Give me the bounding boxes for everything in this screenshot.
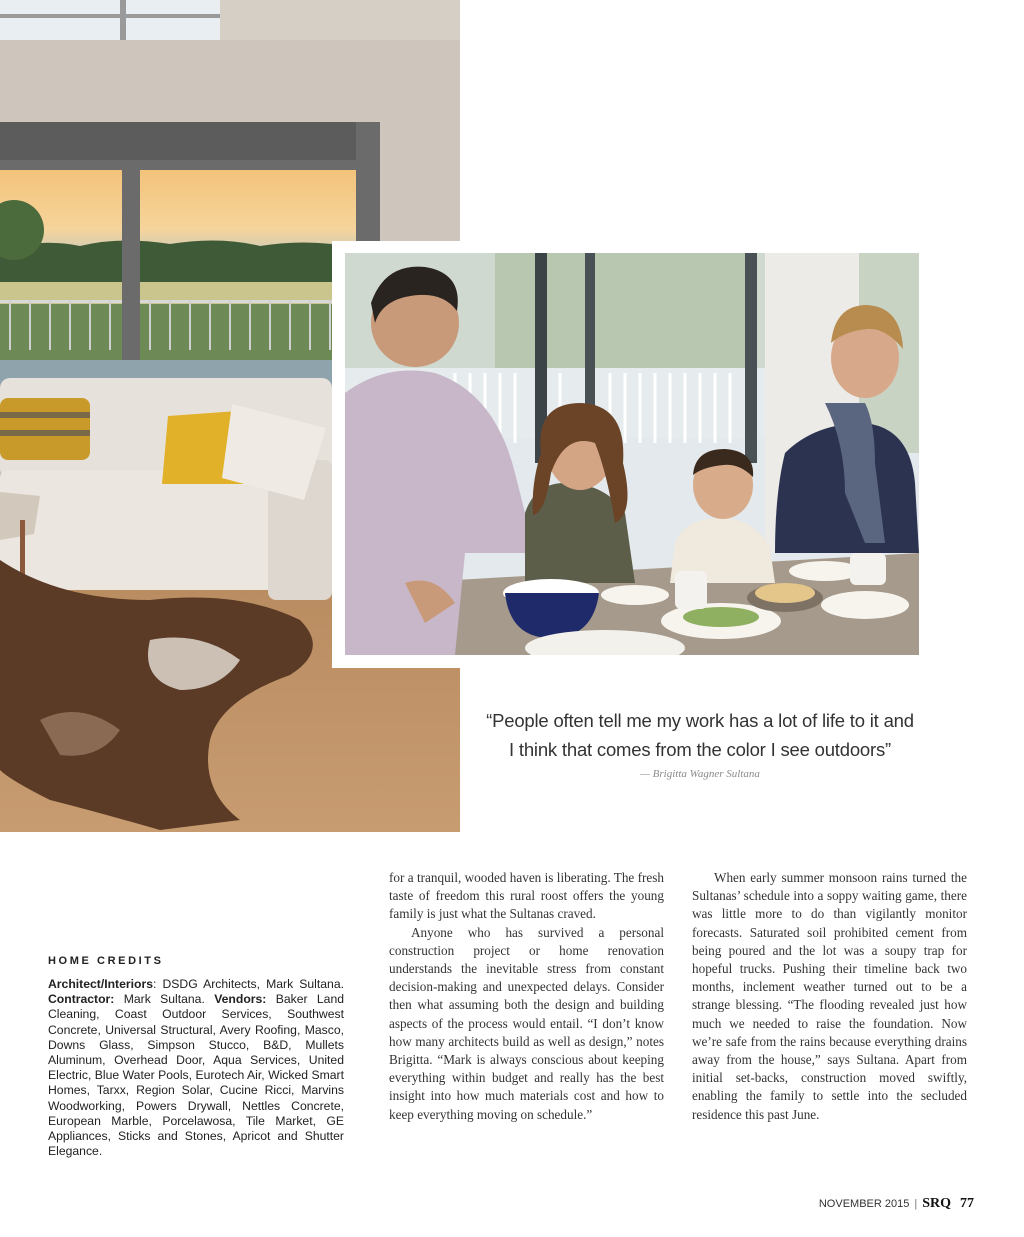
contractor-value: Mark Sultana. [114,992,215,1007]
vendors-label: Vendors: [214,992,267,1007]
article-paragraph: When early summer monsoon rains turned the Sultanas’ schedule into a soppy waiting game, there was little more to do than vigilantly monitor forecasts. Saturated soil prohibited cement from being poured and the lot was a soupy trap for hopeful trucks. Pushing their timeline back two months, inclement weather turned out to be a strange blessing. “The flooding revealed just how much we needed to raise the foundation. Now we’re safe from the rains because everything drains away from the house,” says Sultana. Apart from initial set-backs, construction moved swiftly, enabling the family to settle into the secluded residence this past June. [692,870,967,1122]
credits-body [48,977,344,1159]
quote-attribution: — Brigitta Wagner Sultana [640,768,760,780]
pull-quote [470,706,930,764]
architect-value: : DSDG Architects, Mark Sultana. [152,977,344,991]
contractor-label: Contractor: [48,992,115,1007]
vendors-value: Baker Land Cleaning, Coast Outdoor Services, Southwest Concrete, Universal Structural, Avery Roofing, Masco, Downs Glass, Simpson Stucco, B&D, Mullets Aluminum, Overhead Door, Aqua Services, United Electric, Blue Water Pools, Eurotech Air, Wicked Smart Homes, Tarxx, Region Solar, Cucine Ricci, Marvins Woodworking, Powers Drywall, Nettles Concrete, European Marble, Porcelawosa, Tile Market, GE Appliances, Sticks and Stones, Apricot and Shutter Elegance. [48,992,344,1159]
article-column-middle [389,869,664,1124]
page-folio [819,1196,974,1212]
article-column-right [692,869,967,1124]
architect-label: Architect/Interiors [48,977,153,991]
pull-quote-line-2: I think that comes from the color I see outdoors” [509,739,891,760]
family-photo [345,253,919,655]
family-illustration [345,253,919,655]
home-credits [48,955,344,1159]
article-paragraph: for a tranquil, wooded haven is liberating. The fresh taste of freedom this rural roost offers the young family is just what the Sultanas craved. [389,870,664,922]
folio-separator: | [914,1198,918,1210]
pull-quote-line-1: “People often tell me my work has a lot of life to it and [486,710,914,731]
article-paragraph: Anyone who has survived a personal construction project or home renovation understands the inevitable stress from constant decision-making and unexpected delays. Consider then what assuming both the design and building aspects of the process would entail. “I don’t know how many architects build as well as design,” notes Brigitta. “Mark is always conscious about keeping everything within budget and really has the best insight into how much materials cost and how to keep everything moving on schedule.” [389,924,664,1122]
issue-date: NOVEMBER 2015 [818,1198,910,1210]
credits-heading: HOME CREDITS [48,955,164,967]
page-number: 77 [960,1196,974,1211]
magazine-brand: SRQ [922,1196,951,1211]
